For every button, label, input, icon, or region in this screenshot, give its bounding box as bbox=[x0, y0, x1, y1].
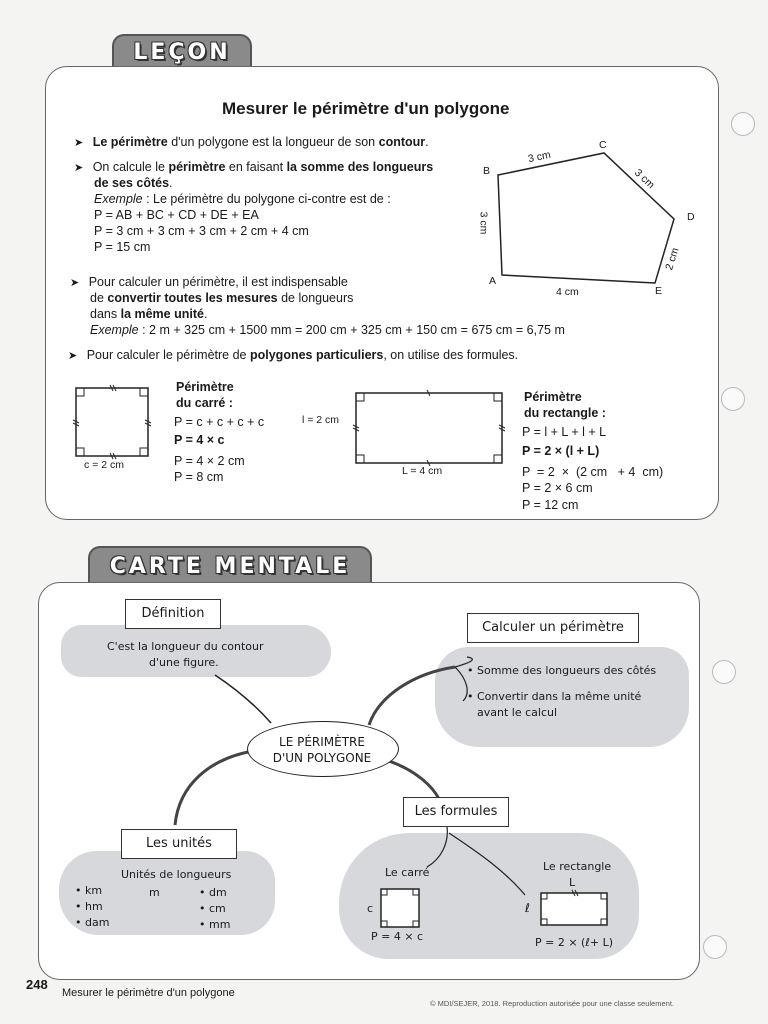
bullet-polygones: ➤ Pour calculer le périmètre de polygones particuliers, on utilise des formules. bbox=[68, 348, 518, 364]
vertex-label-b: B bbox=[483, 165, 491, 177]
rectangle-formula: P = 2 × 6 cm bbox=[522, 481, 593, 495]
side-label-cd: 3 cm bbox=[631, 166, 657, 192]
calculer-item: avant le calcul bbox=[477, 706, 558, 719]
definition-text: d'une figure. bbox=[149, 656, 219, 669]
exemple-line: Exemple : Le périmètre du polygone ci-contre est de : bbox=[94, 192, 391, 206]
bullet-definition: ➤ Le périmètre d'un polygone est la longueur de son contour. bbox=[74, 135, 429, 151]
mini-rect-length: L bbox=[569, 876, 576, 889]
binder-hole bbox=[712, 660, 736, 684]
formule-carre-title: Le carré bbox=[385, 866, 430, 879]
carte-panel bbox=[38, 582, 700, 980]
formula-line: P = AB + BC + CD + DE + EA bbox=[94, 208, 259, 222]
rectangle-formula: P = 2 × (2 cm + 4 cm) bbox=[522, 465, 664, 479]
mini-rect-width: ℓ bbox=[525, 901, 530, 915]
carre-formula: P = c + c + c + c bbox=[174, 415, 265, 429]
unit-label: m bbox=[149, 886, 160, 899]
rectangle-formula: P = 12 cm bbox=[522, 498, 579, 512]
page-number: 248 bbox=[26, 977, 48, 992]
rectangle-length-label: L = 4 cm bbox=[402, 465, 443, 477]
vertex-label-a: A bbox=[489, 275, 497, 287]
definition-box: Définition bbox=[125, 599, 221, 629]
square-figure bbox=[68, 382, 158, 462]
calculer-item: • Somme des longueurs des côtés bbox=[467, 664, 657, 677]
bullet-somme: ➤ On calcule le périmètre en faisant la somme des longueurs bbox=[74, 160, 433, 176]
mini-square-side: c bbox=[367, 902, 374, 915]
lecon-tab: LEÇON bbox=[112, 34, 252, 70]
center-label: D'UN POLYGONE bbox=[272, 751, 372, 765]
vertex-label-d: D bbox=[687, 211, 695, 223]
formule-rect-title: Le rectangle bbox=[543, 860, 612, 873]
lecon-title: Mesurer le périmètre d'un polygone bbox=[222, 99, 510, 118]
side-label-ea: 4 cm bbox=[556, 286, 579, 298]
side-label-ab: 3 cm bbox=[477, 211, 490, 235]
carre-formula: P = 4 × 2 cm bbox=[174, 454, 245, 468]
rectangle-formula: P = l + L + l + L bbox=[522, 425, 607, 439]
rectangle-figure bbox=[350, 387, 510, 471]
definition-text: C'est la longueur du contour bbox=[107, 640, 264, 653]
side-label-bc: 3 cm bbox=[527, 148, 552, 166]
footer-copyright: © MDI/SEJER, 2018. Reproduction autorisée pour une classe seulement. bbox=[430, 999, 674, 1008]
bullet-convertir-cont: de convertir toutes les mesures de longueurs bbox=[90, 291, 354, 305]
calculer-item: • Convertir dans la même unité bbox=[467, 690, 642, 703]
carre-formula: P = 4 × c bbox=[174, 433, 225, 447]
bullet-somme-cont: de ses côtés. bbox=[94, 176, 173, 190]
lecon-panel bbox=[45, 66, 719, 520]
footer-title: Mesurer le périmètre d'un polygone bbox=[62, 987, 235, 999]
pentagon-figure bbox=[474, 137, 704, 307]
formule-rect: P = 2 × (ℓ+ L) bbox=[535, 936, 614, 949]
bullet-convertir-cont: dans la même unité. bbox=[90, 307, 208, 321]
exemple-conversion: Exemple : 2 m + 325 cm + 1500 mm = 200 cm + 325 cm + 150 cm = 675 cm = 6,75 m bbox=[90, 323, 565, 337]
unit-label: • mm bbox=[199, 918, 231, 931]
rectangle-heading: du rectangle : bbox=[524, 406, 606, 420]
formula-line: P = 15 cm bbox=[94, 240, 151, 254]
unit-label: • hm bbox=[75, 900, 103, 913]
carre-heading: Périmètre bbox=[176, 380, 234, 394]
unit-label: • cm bbox=[199, 902, 226, 915]
binder-hole bbox=[721, 387, 745, 411]
vertex-label-e: E bbox=[655, 285, 663, 297]
calculer-box: Calculer un périmètre bbox=[467, 613, 639, 643]
binder-hole bbox=[731, 112, 755, 136]
unit-label: • dam bbox=[75, 916, 110, 929]
binder-hole bbox=[703, 935, 727, 959]
side-label-de: 2 cm bbox=[663, 246, 682, 272]
carre-formula: P = 8 cm bbox=[174, 470, 224, 484]
unit-label: • km bbox=[75, 884, 103, 897]
unit-label: • dm bbox=[199, 886, 227, 899]
square-side-label: c = 2 cm bbox=[84, 459, 124, 471]
mini-rectangle bbox=[535, 887, 615, 931]
unites-subtitle: Unités de longueurs bbox=[121, 868, 232, 881]
formule-carre: P = 4 × c bbox=[371, 930, 424, 943]
rectangle-width-label: l = 2 cm bbox=[302, 414, 340, 426]
formules-box: Les formules bbox=[403, 797, 509, 827]
mini-square bbox=[375, 883, 425, 933]
carre-heading: du carré : bbox=[176, 396, 233, 410]
rectangle-formula: P = 2 × (l + L) bbox=[522, 444, 600, 458]
vertex-label-c: C bbox=[599, 139, 607, 151]
carte-tab: CARTE MENTALE bbox=[88, 546, 372, 586]
bullet-convertir: ➤ Pour calculer un périmètre, il est indispensable bbox=[70, 275, 348, 291]
rectangle-heading: Périmètre bbox=[524, 390, 582, 404]
unites-box: Les unités bbox=[121, 829, 237, 859]
center-label: LE PÉRIMÈTRE bbox=[279, 735, 365, 749]
formula-line: P = 3 cm + 3 cm + 3 cm + 2 cm + 4 cm bbox=[94, 224, 309, 238]
